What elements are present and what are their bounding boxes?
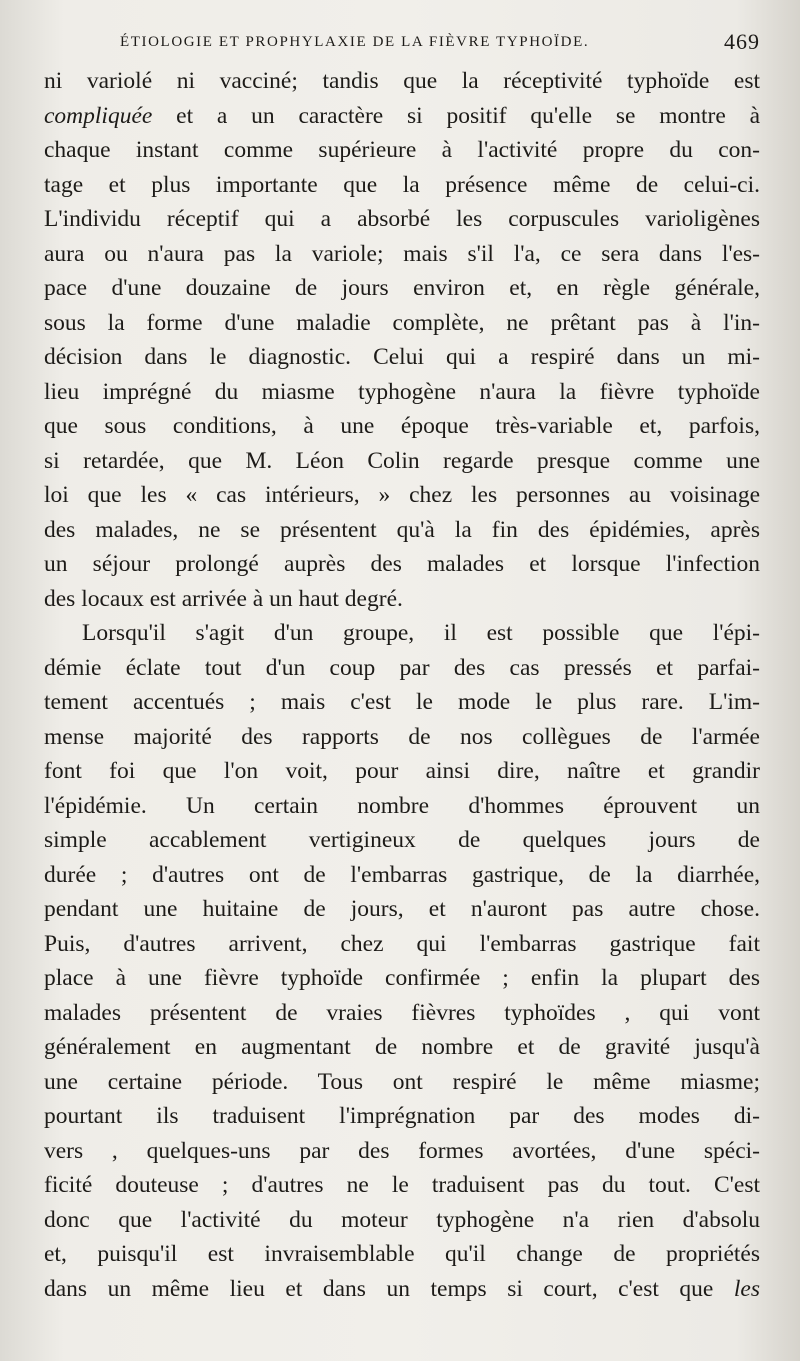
text-line: décision dans le diagnostic. Celui qui a respiré dans un mi- xyxy=(44,344,760,370)
text-line: démie éclate tout d'un coup par des cas pressés et parfai- xyxy=(44,654,760,681)
text-line: sous la forme d'une maladie complète, ne prêtant pas à l'in- xyxy=(44,309,760,336)
text-line: aura ou n'aura pas la variole; mais s'il l'a, ce sera dans l'es- xyxy=(44,240,760,267)
text-line: si retardée, que M. Léon Colin regarde presque comme une xyxy=(44,447,760,474)
text-line: vers , quelques-uns par des formes avortées, d'une spéci- xyxy=(44,1137,760,1164)
text-line: place à une fièvre typhoïde confirmée ; enfin la plupart des xyxy=(44,965,760,991)
text-line xyxy=(44,1272,760,1307)
text-line: simple accablement vertigineux de quelques jours de xyxy=(44,827,760,853)
body-text xyxy=(44,64,760,1306)
running-head xyxy=(44,29,760,62)
text-line: tage et plus importante que la présence même de celui-ci. xyxy=(44,171,760,198)
text-line: pourtant ils traduisent l'imprégnation par des modes di- xyxy=(44,1103,760,1129)
text-line: des locaux est arrivée à un haut degré. xyxy=(44,585,403,612)
text-line: que sous conditions, à une époque très-variable et, parfois, xyxy=(44,413,760,439)
text-line: L'individu réceptif qui a absorbé les corpuscules varioligènes xyxy=(44,206,760,232)
text-line: ni variolé ni vacciné; tandis que la réceptivité typhoïde est xyxy=(44,68,760,94)
text-line: tement accentués ; mais c'est le mode le plus rare. L'im- xyxy=(44,689,760,715)
text-line: des malades, ne se présentent qu'à la fin des épidémies, après xyxy=(44,516,760,543)
text-line: Lorsqu'il s'agit d'un groupe, il est possible que l'épi- xyxy=(82,620,760,646)
text-line: généralement en augmentant de nombre et de gravité jusqu'à xyxy=(44,1034,760,1060)
text-line: mense majorité des rapports de nos collègues de l'armée xyxy=(44,723,760,750)
italic-word: compliquée xyxy=(44,102,153,129)
text-line: ficité douteuse ; d'autres ne le traduisent pas du tout. C'est xyxy=(44,1172,760,1198)
text-line: Puis, d'autres arrivent, chez qui l'embarras gastrique fait xyxy=(44,930,760,957)
text-segment: et a un caractère si positif qu'elle se montre à xyxy=(176,102,760,129)
text-line: et, puisqu'il est invraisemblable qu'il change de propriétés xyxy=(44,1241,760,1267)
text-line: durée ; d'autres ont de l'embarras gastrique, de la diarrhée, xyxy=(44,861,760,888)
text-line xyxy=(44,99,760,134)
text-line: l'épidémie. Un certain nombre d'hommes éprouvent un xyxy=(44,792,760,819)
text-line: chaque instant comme supérieure à l'activité propre du con- xyxy=(44,137,760,163)
text-line: loi que les « cas intérieurs, » chez les personnes au voisinage xyxy=(44,482,760,508)
text-line: lieu imprégné du miasme typhogène n'aura la fièvre typhoïde xyxy=(44,378,760,405)
text-line: un séjour prolongé auprès des malades et lorsque l'infection xyxy=(44,551,760,577)
text-line: malades présentent de vraies fièvres typhoïdes , qui vont xyxy=(44,999,760,1026)
page-number: 469 xyxy=(724,29,760,54)
italic-word: les xyxy=(733,1275,760,1302)
text-line: pace d'une douzaine de jours environ et, en règle générale, xyxy=(44,275,760,301)
text-line: une certaine période. Tous ont respiré le même miasme; xyxy=(44,1068,760,1095)
running-title: ÉTIOLOGIE ET PROPHYLAXIE DE LA FIÈVRE TYPHOÏDE. xyxy=(120,34,590,50)
text-line: donc que l'activité du moteur typhogène n'a rien d'absolu xyxy=(44,1206,760,1233)
text-line: pendant une huitaine de jours, et n'auront pas autre chose. xyxy=(44,896,760,922)
text-segment: dans un même lieu et dans un temps si court, c'est que xyxy=(44,1275,714,1302)
text-line: font foi que l'on voit, pour ainsi dire, naître et grandir xyxy=(44,758,760,784)
